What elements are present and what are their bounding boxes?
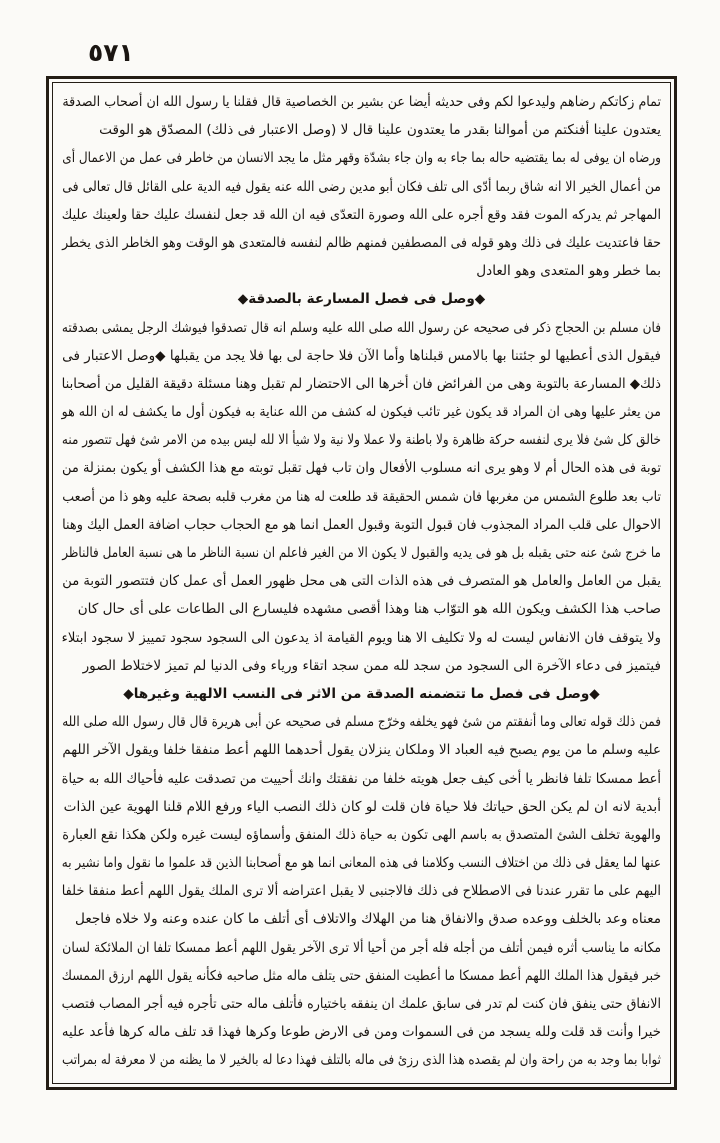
text-line: تاب بعد طلوع الشمس من مغربها فان شمس الحقيقة قد طلعت له هنا من مغرب قلبه بصحة عليه وهو ذا من أصعب xyxy=(62,488,661,505)
text-block xyxy=(52,82,671,1084)
page-border-frame xyxy=(46,76,677,1090)
text-line: توبة فى هذه الحال أم لا وهو يرى انه مسلوب الأفعال وان تاب فهل تقبل توبته مع هذا الكشف أو يكون بمنزلة من xyxy=(61,460,662,477)
text-line: معناه وعد بالخلف ووعده صدق والانفاق هنا من الهلاك والاتلاف أى أتلف ما كان عنده وعنه ولا خلاه فاجعل xyxy=(75,911,661,928)
text-line: ولا يتوقف فان الانفاس ليست له ولا تكليف الا هنا ويوم القيامة اذ يدعون الى السجود سجود تمييز لا سجود ابتلاء xyxy=(61,629,662,646)
text-line: صاحب هذا الكشف ويكون الله هو التوّاب هنا وهذا أقصى مشهده فليسارع الى الطاعات على أى حال كان xyxy=(77,601,661,618)
text-line: والهوية تخلف الشئ المتصدق به باسم الهى تكون به حياة ذلك المنفق وأسماؤه ليست غيره ولكن هكذا نقع العبارة xyxy=(62,826,661,843)
text-line: الانفاق حتى ينفق فان كنت لم تدر فى سابق علمك ان ينفقه باختياره فأتلف ماله حتى تأجره فيه أجر المصاب فتصب xyxy=(61,996,661,1012)
page-number: ٥٧١ xyxy=(88,38,134,67)
text-line: يعتدون علينا أفنكتم من أموالنا بقدر ما يعتدون علينا قال لا (وصل الاعتبار فى ذلك) المصدّق هو الوقت xyxy=(99,122,661,139)
text-line: خيرا وأنت قد قلت ولله يسجد من فى السموات ومن فى الارض طوعا وكرها فهذا قد تلف ماله كرها فأعد عليه xyxy=(61,1024,662,1041)
text-line: ثوابا بما وجد به من راحة وان لم يقصده هذا الذى رزئ فى ماله بالتلف فهذا دعا له بالخير لا ما يظنه من لا معرفة له بمراتب xyxy=(62,1052,661,1069)
section-heading: ◆وصل فى فصل المسارعة بالصدقة◆ xyxy=(237,291,486,308)
section-heading: ◆وصل فى فصل ما تتضمنه الصدقة من الاثر فى النسب الالهية وغيرها◆ xyxy=(123,685,600,702)
text-line: فيقول الذى أعطيها لو جئتنا بها بالامس قبلناها وأما الآن فلا حاجة لى بها فلا يجد من يقبلها ◆وصل الاعتبار فى xyxy=(62,347,661,364)
text-line: خالق كل شئ فلا يرى لنفسه حركة ظاهرة ولا باطنة ولا عملا ولا نية ولا شيأ الا لله ليس بيده من الامر شئ فهل تتصور منه xyxy=(61,432,662,449)
text-line: المهاجر ثم يدركه الموت فقد وقع أجره على الله وصورة التعدّى فيه ان الله قد جعل لنفسك عليك حقا ولعينك عليك xyxy=(61,206,661,223)
text-line: فمن ذلك قوله تعالى وما أنفقتم من شئ فهو يخلفه وخرّج مسلم فى صحيحه عن أبى هريرة قال قال رسول الله صلى الله xyxy=(62,714,662,731)
text-line: ذلك◆ المسارعة بالتوبة وهى من الفرائض فان أخرها الى الاحتضار لم تقبل وهنا مسئلة دقيقة القليل من أصحابنا xyxy=(61,375,661,392)
text-line: عنها لما يعقل فى ذلك من اختلاف النسب وكلامنا فى هذه المعانى انما هو مع أصحابنا الذين قد علموا ما نقول واما نشير به xyxy=(61,855,662,872)
text-line: تمام زكاتكم رضاهم وليدعوا لكم وفى حديثه أيضا عن بشير بن الخصاصية قال فقلنا يا رسول الله ان أصحاب الصدقة xyxy=(62,94,661,110)
text-line: أبدية لانه ان لم يكن الحق حياتك فلا حياة فان قلت لو كان ذلك النصب الياء ورفع اللام قلنا الهوية عين الذات xyxy=(63,798,661,815)
text-line: فيتميز فى دعاء الآخرة الى السجود من سجد لله ممن سجد اتقاء ورياء وفى الدنيا لم تميز لاختلاط الصور xyxy=(82,657,661,674)
text-line: يقبل من العامل والعامل هو المتصرف فى هذه الذات التى هى محل ظهور العمل أى عمل كان فتتصور التوبة من xyxy=(62,573,661,590)
text-line: اليهم على ما تقرر عندنا فى الاصطلاح فى ذلك فالاجنبى لا يقبل اعتراضه ألا ترى الملك يقول اللهم أعط منفقا خلفا xyxy=(61,883,661,900)
text-line: من يعثر عليها وهى ان المراد قد يكون غير تائب فيكون له كشف من الله عناية به فيكون أول ما يكشف له ان الله هو xyxy=(61,404,661,421)
text-line: ورضاه ان يوفى له بما يقتضيه حاله بما جاء به وان جاء بشدّة وقهر مثل ما يجد الانسان من خاطر فى عمل من الاعمال أى xyxy=(62,150,661,167)
text-line: أعط ممسكا تلفا فانظر يا أخى كيف جعل هويته خلفا من نفقتك وانك أحييت من تصدقت عليه فأحياك الله به حياة xyxy=(61,770,661,787)
text-line: الاحوال على قلب المراد المجذوب فان قبول التوبة وقبول العمل انما هو مع الحجاب حجاب اضافة العمل اليك وهنا xyxy=(62,516,661,533)
text-line: خبر فيقول هذا الملك اللهم أعط ممسكا ما أعطيت المنفق حتى يتلف ماله مثل صاحبه فكأنه يقول اللهم ارزق الممسك xyxy=(61,967,662,984)
text-line: فان مسلم بن الحجاج ذكر فى صحيحه عن رسول الله صلى الله عليه وسلم انه قال تصدقوا فيوشك الرجل يمشى بصدقته xyxy=(61,319,661,336)
text-line: حقا فاعتديت عليك فى ذلك وهو قوله فى المصطفين فمنهم ظالم لنفسه فالمتعدى هو الوقت وهو الخاطر الذى يخطر xyxy=(62,234,662,251)
text-line: من أعمال الخير الا انه شاق ربما أدّى الى تلف فكان أبو مدين رضى الله عنه يقول فيه الدية على القائل قال تعالى فى xyxy=(62,178,662,195)
text-line: بما خطر وهو المتعدى وهو العادل xyxy=(476,263,661,280)
text-line: ما خرج شئ عنه حتى يقبله بل هو فى يديه والقبول لا يكون الا من الغير فاعلم ان نسبة الناظر ما هى نسبة العامل فالناظر xyxy=(62,545,661,561)
text-line: مكانه ما يناسب أثره فيمن أتلف من أجله فله أجر من أحيا ألا ترى الآخر يقول اللهم أعط ممسكا تلفا ان الملائكة لسان xyxy=(62,939,661,956)
text-line: عليه وسلم ما من يوم يصبح فيه العباد الا وملكان ينزلان يقول أحدهما اللهم أعط منفقا خلفا ويقول الآخر اللهم xyxy=(62,742,661,759)
